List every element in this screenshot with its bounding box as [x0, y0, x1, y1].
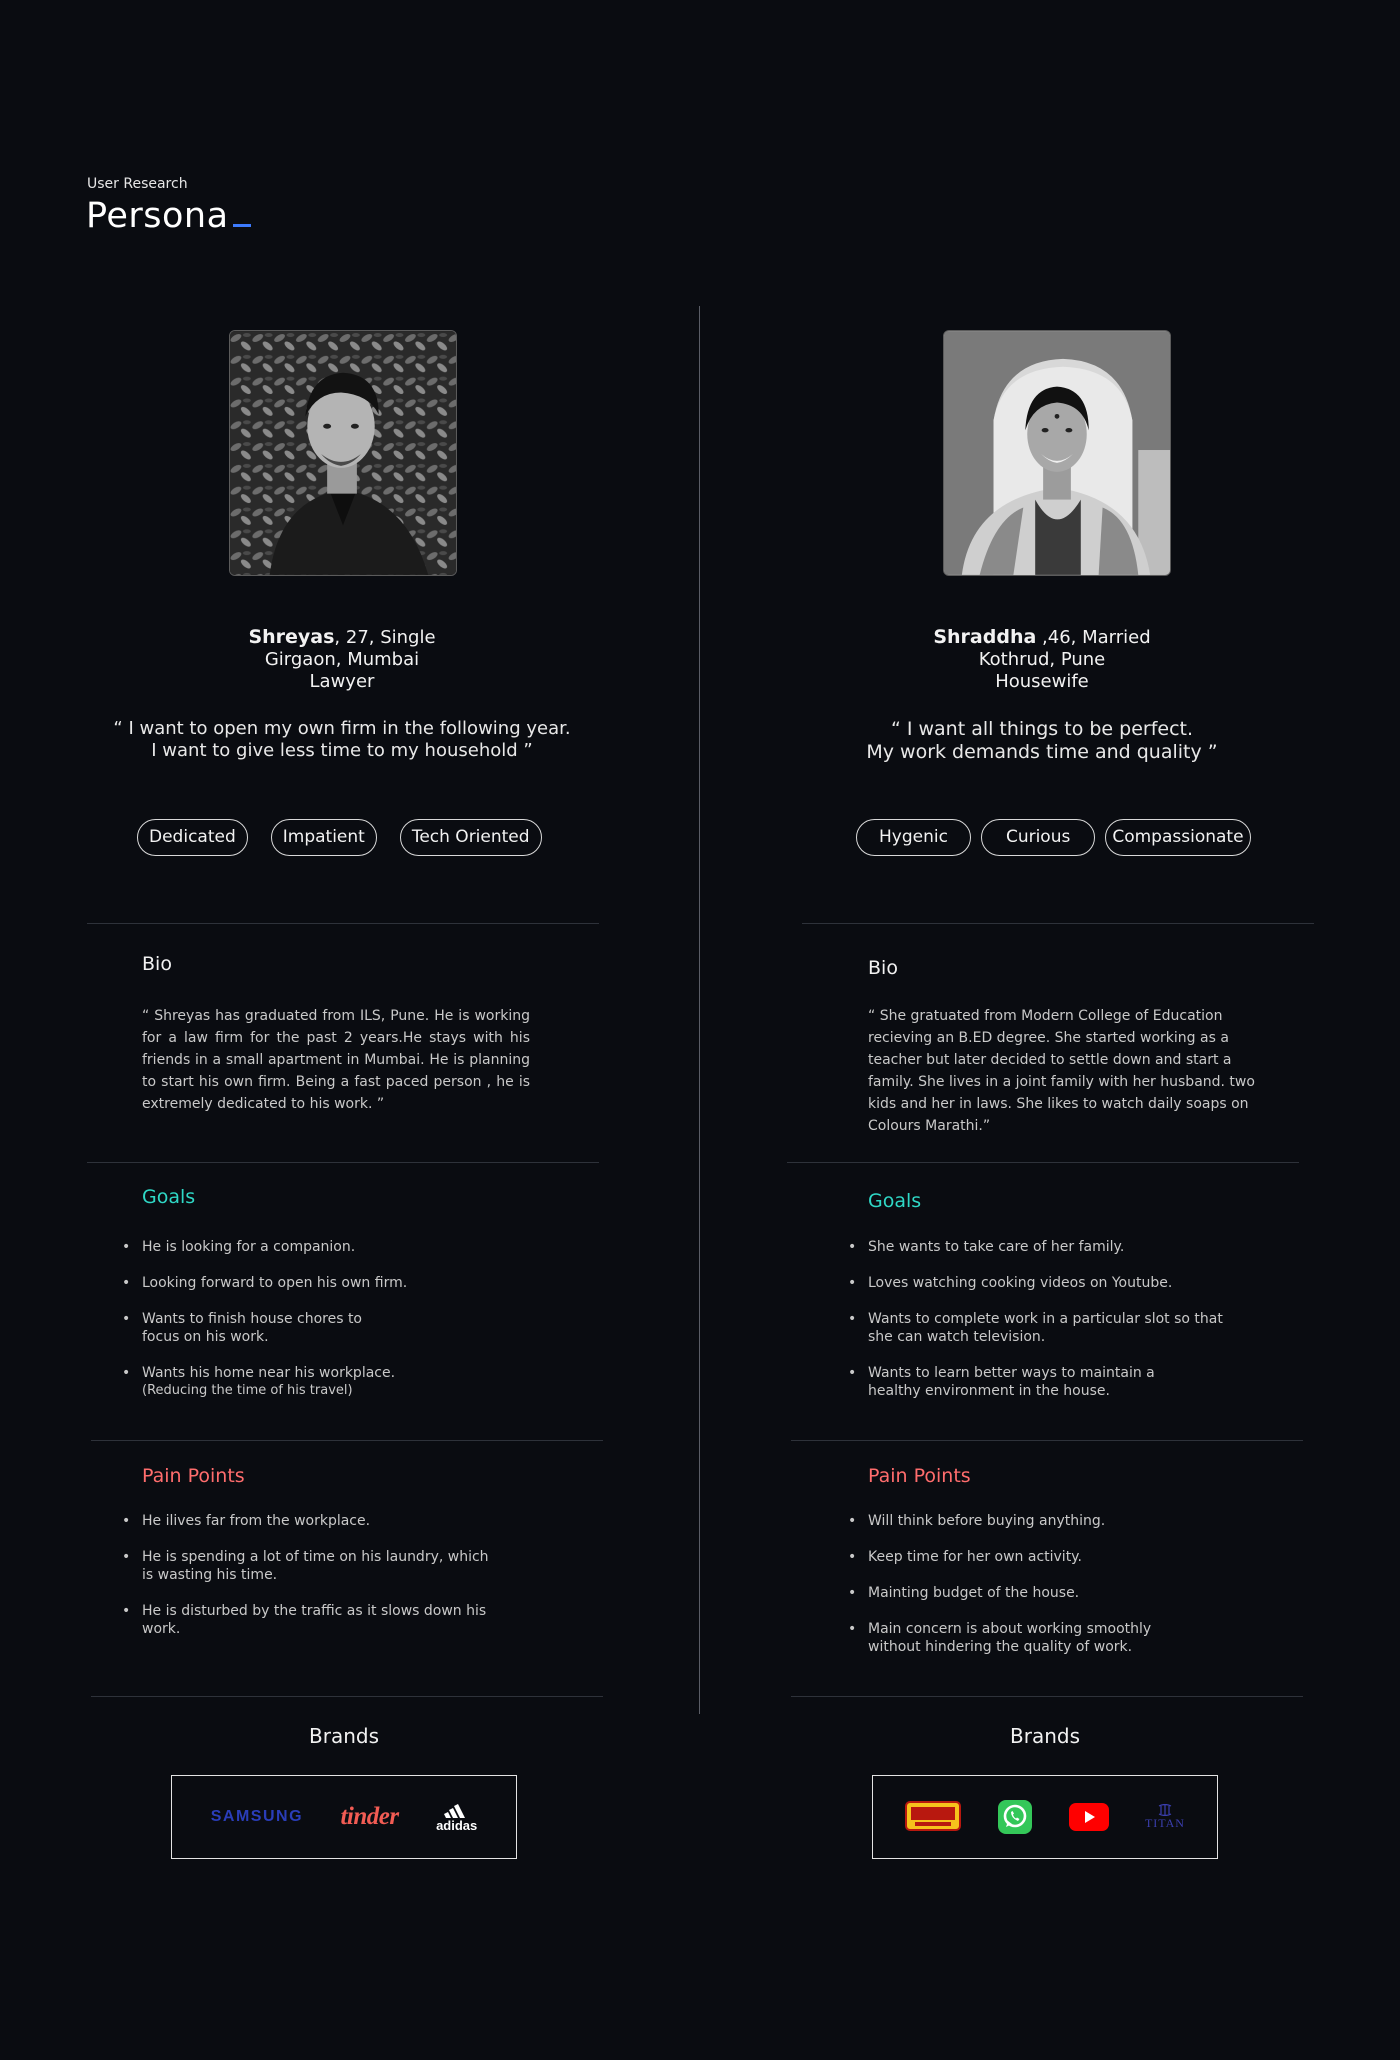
trait-tag: Impatient — [271, 819, 377, 856]
tinder-logo: tinder — [340, 1803, 399, 1830]
pain-point-item — [122, 1512, 522, 1530]
whatsapp-logo — [997, 1799, 1033, 1835]
brands-box — [872, 1775, 1218, 1859]
persona-quote — [787, 718, 1297, 764]
goal-text: Looking forward to open his own firm. — [142, 1275, 408, 1291]
pain-point-item — [848, 1512, 1248, 1530]
section-divider — [87, 923, 599, 924]
trait-tag: Tech Oriented — [400, 819, 542, 856]
persona-location: Girgaon, Mumbai — [264, 649, 420, 670]
pain-point-text: He is disturbed by the traffic as it slows down his work. — [142, 1603, 487, 1637]
titan-emblem-icon — [1157, 1804, 1173, 1816]
adidas-stripes-icon — [444, 1802, 470, 1818]
samsung-logo: SAMSUNG — [210, 1808, 304, 1825]
whatsapp-icon — [997, 1799, 1033, 1835]
pain-points-heading: Pain Points — [868, 1465, 971, 1487]
youtube-logo — [1069, 1803, 1109, 1831]
bio-text: “ She gratuated from Modern College of Education recieving an B.ED degree. She started working as a teacher but later decided to settle down and start a family. She lives in a joint family with her husband. two kids and her in laws. She likes to watch daily soaps on Colours Marathi.” — [868, 1008, 1255, 1134]
pain-point-item — [848, 1584, 1248, 1602]
goal-item — [848, 1274, 1248, 1292]
pain-points-heading: Pain Points — [142, 1465, 245, 1487]
bio-heading: Bio — [868, 957, 898, 979]
goal-item — [122, 1274, 502, 1292]
goals-list — [122, 1238, 502, 1418]
pain-point-text: Main concern is about working smoothly without hindering the quality of work. — [868, 1621, 1152, 1655]
pain-points-list — [848, 1512, 1248, 1674]
goal-item — [122, 1238, 502, 1256]
persona-identity — [787, 626, 1297, 693]
goal-text: Wants his home near his workplace. — [142, 1365, 396, 1381]
goal-item — [122, 1310, 502, 1346]
pain-point-item — [122, 1602, 522, 1638]
portrait-man-icon — [230, 331, 456, 575]
brands-heading: Brands — [1010, 1724, 1080, 1748]
chitale-logo — [905, 1800, 961, 1834]
pain-point-text: Keep time for her own activity. — [868, 1549, 1082, 1565]
pain-point-text: Will think before buying anything. — [868, 1513, 1106, 1529]
trait-tag: Hygenic — [856, 819, 971, 856]
persona-occupation: Housewife — [995, 671, 1089, 692]
persona-name-line — [87, 626, 597, 649]
goal-text: He is looking for a companion. — [142, 1239, 356, 1255]
pain-point-text: He ilives far from the workplace. — [142, 1513, 371, 1529]
pain-point-text: Mainting budget of the house. — [868, 1585, 1080, 1601]
goal-item — [848, 1238, 1248, 1256]
goals-heading: Goals — [142, 1186, 196, 1208]
persona-identity — [87, 626, 597, 693]
persona-age-status: , 27, Single — [334, 627, 436, 648]
brands-box — [171, 1775, 517, 1859]
persona-quote-line: I want to give less time to my household ” — [151, 740, 533, 761]
goal-item — [848, 1364, 1248, 1400]
section-divider — [791, 1440, 1303, 1441]
goal-text: Loves watching cooking videos on Youtube. — [868, 1275, 1173, 1291]
goal-item — [122, 1364, 502, 1400]
persona-occupation: Lawyer — [309, 671, 375, 692]
section-eyebrow: User Research — [87, 176, 188, 192]
titan-wordmark: TITAN — [1144, 1815, 1185, 1830]
pain-points-list — [122, 1512, 522, 1656]
persona-location: Kothrud, Pune — [978, 649, 1106, 670]
section-divider — [91, 1440, 603, 1441]
youtube-icon — [1069, 1803, 1109, 1831]
persona-trait-tags — [856, 819, 1251, 856]
section-divider — [802, 923, 1314, 924]
pain-point-text: He is spending a lot of time on his laundry, which is wasting his time. — [142, 1549, 489, 1583]
persona-card-shraddha — [787, 0, 1347, 2060]
page-title-text: Persona — [86, 196, 229, 236]
goal-note: (Reducing the time of his travel) — [142, 1383, 353, 1398]
goal-text: Wants to learn better ways to maintain a healthy environment in the house. — [868, 1365, 1155, 1399]
persona-quote-line: My work demands time and quality ” — [866, 741, 1218, 763]
portrait-woman-icon — [944, 331, 1170, 575]
goals-heading: Goals — [868, 1190, 922, 1212]
trait-tag: Dedicated — [137, 819, 248, 856]
section-divider — [787, 1162, 1299, 1163]
goals-list — [848, 1238, 1248, 1418]
bio-text: “ Shreyas has graduated from ILS, Pune. He is working for a law firm for the past 2 years.He stays with his friends in a small apartment in Mumbai. He is planning to start his own firm. Being a fast paced person , he is extremely dedicated to his work. ” — [142, 1008, 530, 1112]
adidas-logo — [436, 1802, 477, 1833]
persona-age-status: ,46, Married — [1036, 627, 1151, 648]
bio-heading: Bio — [142, 953, 172, 975]
trait-tag: Compassionate — [1105, 819, 1250, 856]
trait-tag: Curious — [981, 819, 1095, 856]
goal-text: Wants to complete work in a particular slot so that she can watch television. — [868, 1311, 1223, 1345]
goal-text: She wants to take care of her family. — [868, 1239, 1125, 1255]
persona-photo-shreyas — [229, 330, 457, 576]
persona-name-line — [787, 626, 1297, 649]
section-divider — [791, 1696, 1303, 1697]
persona-photo-shraddha — [943, 330, 1171, 576]
brands-heading: Brands — [309, 1724, 379, 1748]
persona-name: Shraddha — [933, 626, 1037, 648]
persona-quote — [87, 718, 597, 762]
persona-quote-line: “ I want all things to be perfect. — [890, 718, 1194, 740]
pain-point-item — [122, 1548, 522, 1584]
section-divider — [91, 1696, 603, 1697]
persona-trait-tags — [137, 819, 542, 856]
persona-quote-line: “ I want to open my own firm in the following year. — [113, 718, 571, 739]
goal-item — [848, 1310, 1248, 1346]
pain-point-item — [848, 1548, 1248, 1566]
section-divider — [87, 1162, 599, 1163]
adidas-wordmark: adidas — [436, 1817, 478, 1833]
pain-point-item — [848, 1620, 1248, 1656]
persona-card-shreyas — [87, 0, 647, 2060]
titan-logo — [1145, 1804, 1185, 1831]
column-divider — [699, 306, 700, 1714]
goal-text: Wants to finish house chores to focus on his work. — [142, 1311, 363, 1345]
chitale-icon — [905, 1800, 961, 1834]
persona-name: Shreyas — [248, 626, 335, 648]
